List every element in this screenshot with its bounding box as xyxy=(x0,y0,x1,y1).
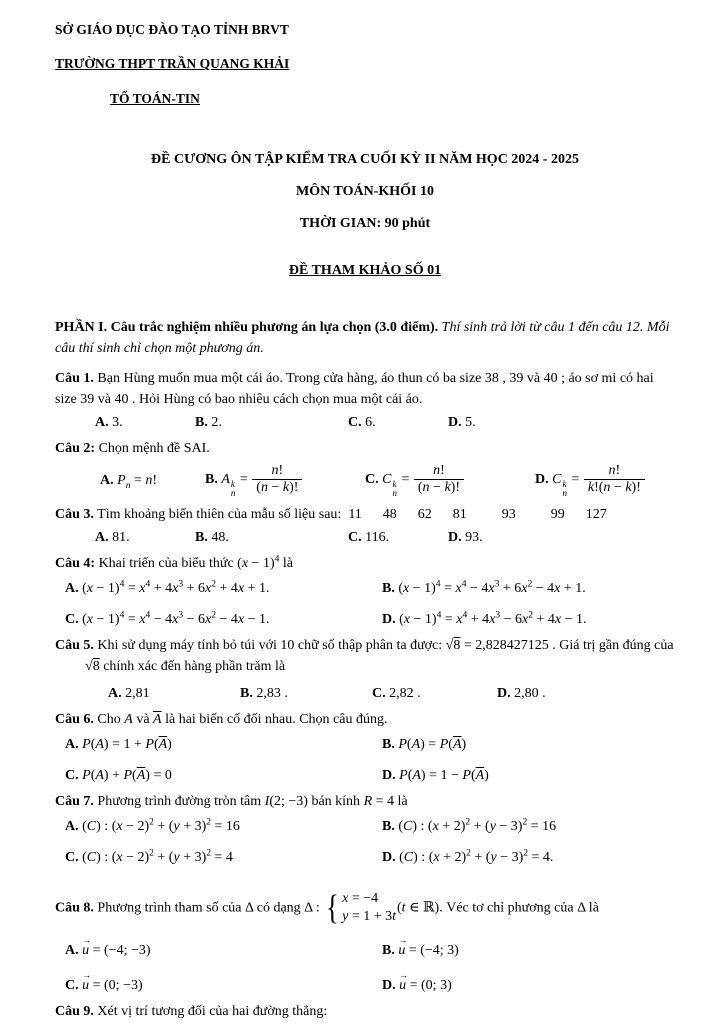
question-6-option-A: A. $P(A) = 1 + P(\overline{A})$ xyxy=(65,736,172,752)
question-8-label: Câu 8. xyxy=(55,900,94,916)
question-7 xyxy=(55,791,675,868)
question-2-options xyxy=(55,463,675,499)
school-name: TRƯỜNG THPT TRẦN QUANG KHẢI xyxy=(55,56,290,72)
question-2-option-C: C. C k n = $\frac{n!}{(n - k)!}$ xyxy=(365,463,535,499)
question-6-option-D: D. $P(A) = 1 - P(\overline{A})$ xyxy=(382,767,489,783)
question-3-stem: Câu 3. Tìm khoảng biến thiên của mẫu số liệu sau: 11 48 62 81 93 99 127 xyxy=(55,506,607,522)
question-1-label: Câu 1. xyxy=(55,371,94,387)
question-5-options xyxy=(55,683,675,704)
question-7-stem: Câu 7. Phương trình đường tròn tâm I(2; −3) bán kính R = 4 là xyxy=(55,793,408,809)
question-5-label: Câu 5. xyxy=(55,637,94,653)
question-9-stem: Câu 9. Xét vị trí tương đối của hai đường thẳng: xyxy=(55,1004,328,1020)
question-5 xyxy=(55,635,675,704)
question-1-option-C: C. 6. xyxy=(348,415,376,431)
question-5-option-A: A. 2,81 xyxy=(108,685,150,701)
question-2-label: Câu 2: xyxy=(55,441,96,457)
exam-code: ĐỀ THAM KHẢO SỐ 01 xyxy=(288,262,442,278)
question-5-stem: Câu 5. Khi sử dụng máy tính bỏ túi với 10 chữ số thập phân ta được: √8 = 2,828427125 . Giá trị gần đúng của √8 chính xác đến hàng phần trăm là xyxy=(55,637,674,674)
question-4-option-B: B. $(x - 1)^4 = x^4 - 4x^3 + 6x^2 - 4x + 1$. xyxy=(382,579,586,596)
question-3-label: Câu 3. xyxy=(55,506,94,522)
question-1-option-B: B. 2. xyxy=(195,415,222,431)
question-6-option-B: B. $P(A) = P(\overline{A})$ xyxy=(382,736,467,752)
department-name: SỞ GIÁO DỤC ĐÀO TẠO TỈNH BRVT xyxy=(55,22,289,37)
question-4-option-C: C. $(x - 1)^4 = x^4 - 4x^3 - 6x^2 - 4x - 1$. xyxy=(65,610,270,627)
part1-heading-bold: PHẦN I. Câu trắc nghiệm nhiều phương án lựa chọn (3.0 điểm). xyxy=(55,319,439,335)
question-7-options xyxy=(55,816,675,868)
question-4-option-A: A. $(x - 1)^4 = x^4 + 4x^3 + 6x^2 + 4x + 1$. xyxy=(65,579,270,596)
question-6-label: Câu 6. xyxy=(55,711,94,727)
question-8-option-C: C. → u = (0; −3) xyxy=(65,973,382,996)
question-2 xyxy=(55,438,675,499)
question-9 xyxy=(55,1001,675,1022)
question-3-option-B: B. 48. xyxy=(195,529,229,545)
question-9-label: Câu 9. xyxy=(55,1004,94,1020)
question-2-option-B: B. A k n = $\frac{n!}{(n - k)!}$ xyxy=(205,463,365,499)
question-8-stem: Câu 8. Phương trình tham số của Δ có dạng Δ : { x = −4 y = 1 + 3t (t ∈ ℝ). Véc tơ chỉ phương của Δ là xyxy=(55,888,599,928)
question-6 xyxy=(55,709,675,786)
math-group-name: TỔ TOÁN-TIN xyxy=(110,90,200,106)
part1-heading-italic: Thí sinh trả lời từ câu 1 đến câu 12. Mỗi câu thí sinh chỉ chọn một phương án. xyxy=(55,319,670,357)
question-8-option-A: A. → u = (−4; −3) xyxy=(65,938,382,961)
questions-list xyxy=(55,368,675,1022)
question-4-stem: Câu 4: Khai triển của biểu thức $(x - 1)^4$ là xyxy=(55,554,293,571)
question-7-option-D: D. (C) : $(x + 2)^2 + (y - 3)^2 = 4$. xyxy=(382,848,554,865)
exam-title: ĐỀ CƯƠNG ÔN TẬP KIỂM TRA CUỐI KỲ II NĂM HỌC 2024 - 2025 xyxy=(151,151,579,167)
question-1-option-A: A. 3. xyxy=(95,415,123,431)
question-8-option-D: D. → u = (0; 3) xyxy=(382,973,675,996)
question-2-stem: Câu 2: Chọn mệnh đề SAI. xyxy=(55,441,210,457)
subject-title: MÔN TOÁN-KHỐI 10 xyxy=(296,183,434,199)
question-4-options xyxy=(55,578,675,630)
question-2-option-D: D. C k n = $\frac{n!}{k!(n - k)!}$ xyxy=(535,463,675,499)
question-7-option-A: A. (C) : $(x - 2)^2 + (y + 3)^2 = 16$ xyxy=(65,817,240,834)
document-header xyxy=(55,20,675,109)
question-1-option-D: D. 5. xyxy=(448,415,476,431)
duration: THỜI GIAN: 90 phút xyxy=(299,215,431,231)
question-4-option-D: D. $(x - 1)^4 = x^4 + 4x^3 - 6x^2 + 4x - 1$. xyxy=(382,610,587,627)
question-3-option-A: A. 81. xyxy=(95,529,130,545)
question-1-stem: Câu 1. Bạn Hùng muốn mua một cái áo. Trong cửa hàng, áo thun có ba size 38 , 39 và 40 ; áo sơ mi có hai size 39 và 40 . Hỏi Hùng có bao nhiêu cách chọn mua một cái áo. xyxy=(55,371,654,408)
question-8 xyxy=(55,890,675,996)
question-3-options xyxy=(55,527,675,548)
question-4 xyxy=(55,553,675,630)
question-6-option-C: C. $P(A) + P(\overline{A}) = 0$ xyxy=(65,767,172,783)
question-8-options xyxy=(55,938,675,996)
question-8-option-B: B. → u = (−4; 3) xyxy=(382,938,675,961)
question-5-option-B: B. 2,83 . xyxy=(240,685,288,701)
question-4-label: Câu 4: xyxy=(55,555,96,571)
question-1-options xyxy=(55,412,675,433)
question-3-option-C: C. 116. xyxy=(348,529,390,545)
question-7-label: Câu 7. xyxy=(55,793,94,809)
question-5-option-D: D. 2,80 . xyxy=(497,685,546,701)
question-6-stem: Câu 6. Cho A và $\overline{A}$ là hai biến cố đối nhau. Chọn câu đúng. xyxy=(55,711,388,727)
question-2-option-A: A. $P_n = n$! xyxy=(100,473,158,492)
question-5-option-C: C. 2,82 . xyxy=(372,685,421,701)
question-7-option-C: C. (C) : $(x - 2)^2 + (y + 3)^2 = 4$ xyxy=(65,848,233,865)
question-3-option-D: D. 93. xyxy=(448,529,483,545)
title-block xyxy=(55,149,675,234)
question-7-option-B: B. (C) : $(x + 2)^2 + (y - 3)^2 = 16$ xyxy=(382,817,557,834)
question-1 xyxy=(55,368,675,433)
question-3 xyxy=(55,504,675,548)
question-6-options xyxy=(55,734,675,786)
part1-heading xyxy=(55,317,675,360)
exam-code-wrap xyxy=(55,260,675,281)
